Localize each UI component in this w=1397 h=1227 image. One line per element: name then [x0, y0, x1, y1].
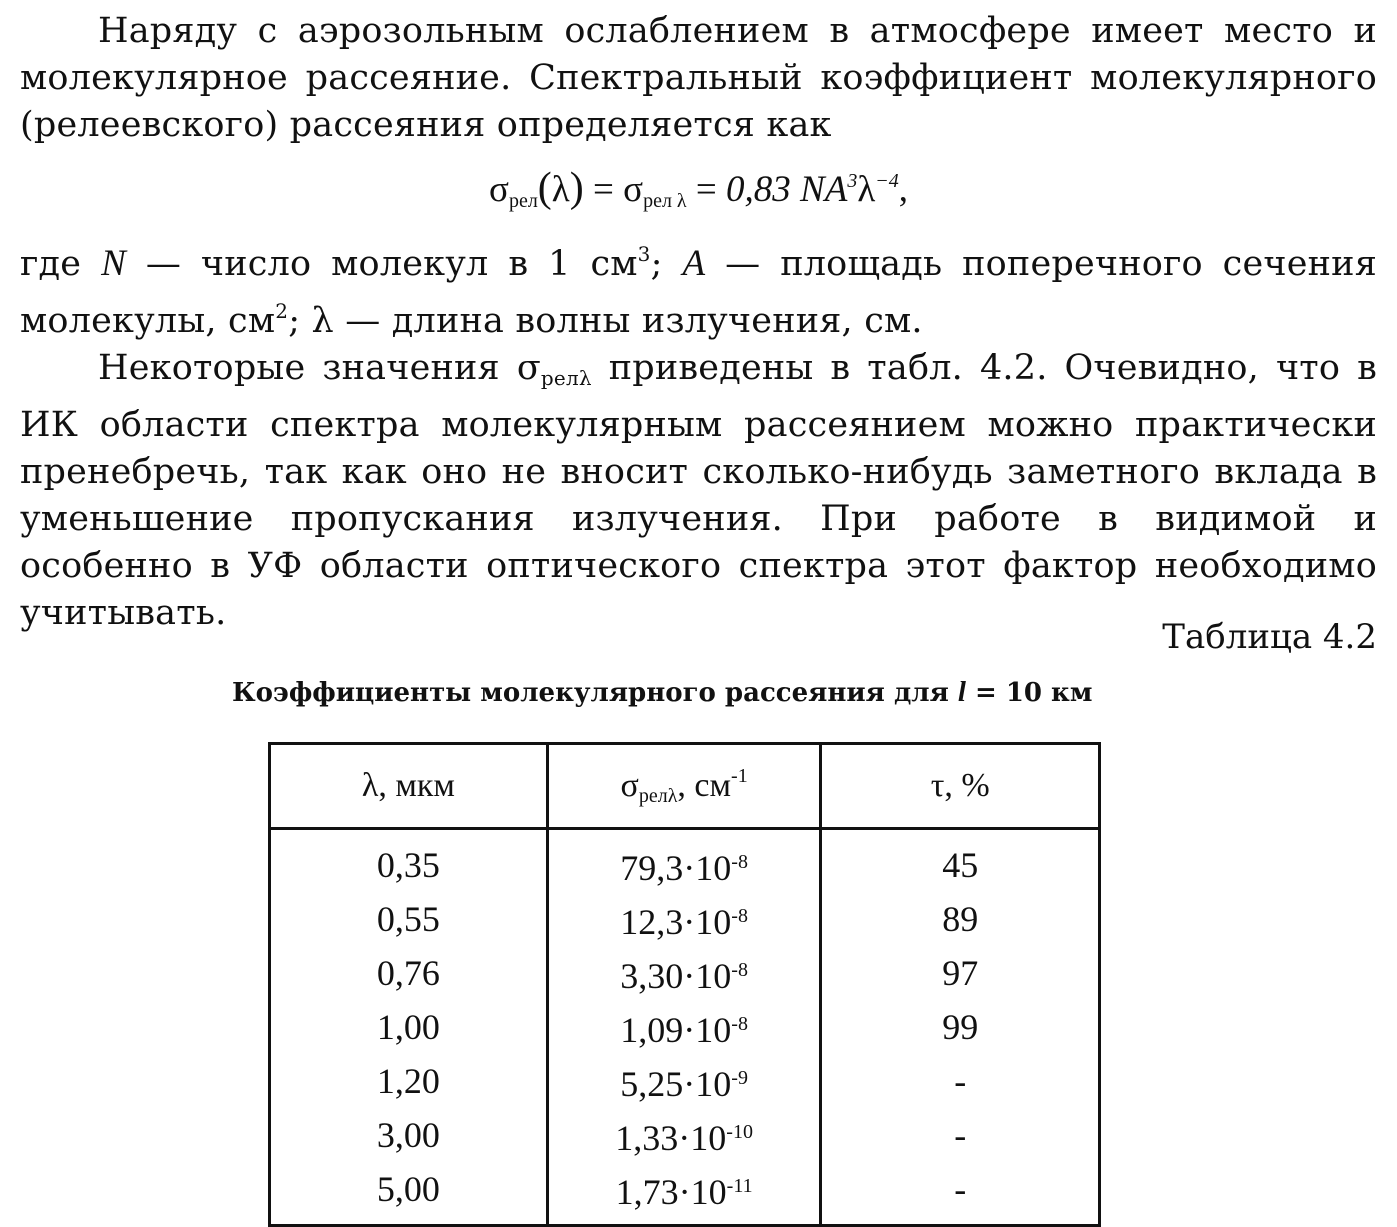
- formula-sigma: σ: [488, 169, 509, 210]
- cell-sigma-exponent: -8: [731, 851, 748, 873]
- def-text-1: где: [20, 244, 102, 284]
- header-lambda: λ, мкм: [270, 744, 548, 829]
- def-text-3: ;: [650, 244, 683, 284]
- cell-lambda: 3,00: [270, 1108, 548, 1162]
- table-caption: [232, 676, 1092, 709]
- cell-sigma-mantissa: 79,3·10: [620, 848, 732, 888]
- cell-sigma: [547, 946, 821, 1000]
- table-row: [270, 1108, 1100, 1162]
- header-sigma-symbol: σ: [620, 766, 639, 804]
- def-var-n: N: [101, 243, 126, 284]
- table-row: [270, 829, 1100, 893]
- cell-sigma-exponent: -8: [731, 905, 748, 927]
- formula-comma: ,: [898, 169, 909, 210]
- paragraph-intro-text: Наряду с аэрозольным ослаблением в атмосфере имеет место и молекулярное рассеяние. Спектральный коэффициент молекулярного (релеевского) рассеяния определяется как: [20, 11, 1377, 145]
- cell-sigma: [547, 1054, 821, 1108]
- header-sigma-unit: , см: [677, 766, 732, 804]
- cell-lambda: 1,20: [270, 1054, 548, 1108]
- disc-text-1: Некоторые значения σ: [98, 348, 541, 388]
- def-text-2: — число молекул в 1 см: [125, 244, 638, 284]
- cell-sigma-exponent: -9: [731, 1067, 748, 1089]
- cell-sigma: [547, 829, 821, 893]
- cell-sigma-mantissa: 1,33·10: [615, 1118, 727, 1158]
- caption-value: = 10 км: [965, 678, 1093, 708]
- table-row: [270, 1000, 1100, 1054]
- document-page: [20, 0, 1377, 708]
- formula-sub-rel-lambda: рел λ: [643, 190, 687, 212]
- formula-exp-3: 3: [847, 170, 858, 192]
- table-row: [270, 892, 1100, 946]
- def-exp-2: 2: [275, 299, 289, 323]
- cell-sigma-mantissa: 3,30·10: [620, 956, 732, 996]
- cell-lambda: 5,00: [270, 1162, 548, 1226]
- def-text-4: — площадь поперечного сечения молекулы, см: [20, 244, 1377, 341]
- cell-lambda: 1,00: [270, 1000, 548, 1054]
- header-sigma-unit-exp: -1: [731, 764, 748, 787]
- formula-exp-neg4: −4: [875, 170, 899, 192]
- cell-tau: -: [954, 1061, 967, 1101]
- formula-coefficient: 0,83: [726, 169, 791, 210]
- header-sigma: [547, 744, 821, 829]
- cell-tau: 97: [942, 953, 979, 993]
- def-text-5: ; λ — длина волны излучения, см.: [288, 301, 923, 341]
- caption-text: Коэффициенты молекулярного рассеяния для: [232, 678, 958, 708]
- header-sigma-sub: релλ: [638, 784, 678, 807]
- cell-sigma-exponent: -11: [726, 1175, 753, 1197]
- cell-sigma-exponent: -10: [726, 1121, 753, 1143]
- disc-text-2: приведены в табл. 4.2. Очевидно, что в ИК области спектра молекулярным рассеянием можно практически пренебречь, так как оно не вносит сколько-нибудь заметного вклада в уменьшение пропускания излучения. При работе в видимой и особенно в УФ области оптического спектра этот фактор необходимо учитывать.: [20, 348, 1377, 633]
- cell-tau: 89: [942, 899, 979, 939]
- cell-sigma: [547, 1108, 821, 1162]
- cell-sigma-mantissa: 1,73·10: [615, 1172, 727, 1212]
- formula-sub-rel: рел: [508, 190, 538, 212]
- cell-sigma-exponent: -8: [731, 959, 748, 981]
- formula-n: N: [800, 169, 825, 210]
- paragraph-definitions: [20, 231, 1377, 345]
- table-row: [270, 946, 1100, 1000]
- table-row: [270, 1162, 1100, 1226]
- table-number: Таблица 4.2: [1162, 617, 1377, 657]
- cell-sigma-mantissa: 1,09·10: [620, 1010, 732, 1050]
- cell-sigma-mantissa: 5,25·10: [620, 1064, 732, 1104]
- formula-sigma-2: σ: [623, 169, 644, 210]
- formula-a: A: [824, 169, 848, 210]
- table-row: [270, 1054, 1100, 1108]
- cell-sigma-mantissa: 12,3·10: [620, 902, 732, 942]
- cell-tau: 45: [942, 845, 979, 885]
- paragraph-intro: [20, 8, 1377, 149]
- cell-tau: 99: [942, 1007, 979, 1047]
- disc-sub: релλ: [540, 366, 592, 390]
- def-var-a: A: [682, 243, 706, 284]
- cell-sigma: [547, 1000, 821, 1054]
- cell-lambda: 0,55: [270, 892, 548, 946]
- def-exp-3: 3: [637, 242, 651, 266]
- formula-lambda: λ: [551, 169, 570, 210]
- cell-lambda: 0,35: [270, 829, 548, 893]
- caption-var: l: [957, 676, 966, 708]
- cell-tau: -: [954, 1115, 967, 1155]
- cell-sigma-exponent: -8: [731, 1013, 748, 1035]
- table-header-row: [270, 744, 1100, 829]
- cell-lambda: 0,76: [270, 946, 548, 1000]
- cell-tau: -: [954, 1169, 967, 1209]
- cell-sigma: [547, 1162, 821, 1226]
- cell-sigma: [547, 892, 821, 946]
- formula-lambda-2: λ: [857, 169, 876, 210]
- scattering-table: [268, 742, 1101, 1227]
- paragraph-discussion: [20, 345, 1377, 637]
- rayleigh-formula: $\sigma_{рел}(\lambda) = \sigma_{рел \lambda} = 0,83$ $NA^3\lambda^{-4}$,: [488, 165, 909, 212]
- header-tau: τ, %: [821, 744, 1100, 829]
